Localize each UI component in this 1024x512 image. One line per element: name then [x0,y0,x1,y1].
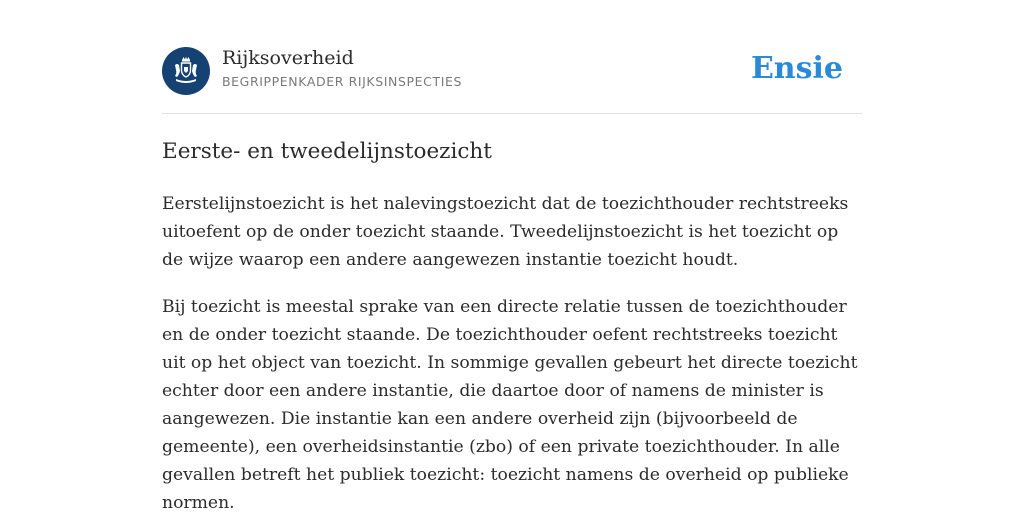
article-body [162,190,862,512]
royal-coat-of-arms-icon [162,47,210,95]
page-title: Eerste- en tweedelijnstoezicht [162,139,492,164]
org-name: Rijksoverheid [222,47,354,69]
header [162,46,862,96]
paragraph: Bij toezicht is meestal sprake van een directe relatie tussen de toezichthouder en de onder toezicht staande. De toezichthouder oefent rechtstreeks toezicht uit op het object van toezicht. In sommige gevallen gebeurt het directe toezicht echter door een andere instantie, die daartoe door of namens de minister is aangewezen. Die instantie kan een andere overheid zijn (bijvoorbeeld de gemeente), een overheidsinstantie (zbo) of een private toezichthouder. In alle gevallen betreft het publiek toezicht: toezicht namens de overheid op publieke normen. [162,297,858,512]
header-divider [162,113,862,114]
paragraph: Eerstelijnstoezicht is het nalevingstoezicht dat de toezichthouder rechtstreeks uitoefent op de onder toezicht staande. Tweedelijnstoezicht is het toezicht op de wijze waarop een andere aangewezen instantie toezicht houdt. [162,194,849,270]
brand-logo-text[interactable]: Ensie [750,51,843,86]
org-subtitle: BEGRIPPENKADER RIJKSINSPECTIES [222,74,463,89]
rijksoverheid-logo[interactable] [162,47,210,95]
